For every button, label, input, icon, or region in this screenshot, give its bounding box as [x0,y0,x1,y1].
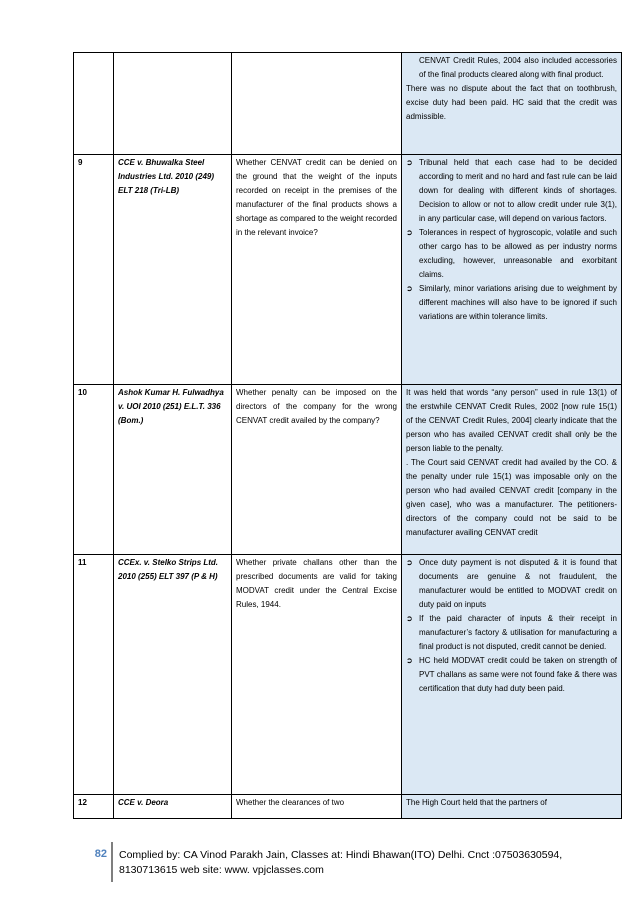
case-name [114,53,232,155]
holding-bullet [406,612,617,654]
table-row [74,795,622,819]
holding-bullet [406,282,617,324]
arrow-bullet-icon: ➲ [406,558,413,567]
holding-paragraph: There was no dispute about the fact that on toothbrush, excise duty had been paid. HC said that the credit was admissible. [406,84,617,121]
case-name: Ashok Kumar H. Fulwadhya v. UOI 2010 (251) E.L.T. 336 (Bom.) [114,385,232,555]
row-number: 11 [74,555,114,795]
row-number: 10 [74,385,114,555]
case-holding [402,555,622,795]
holding-bullet [406,156,617,226]
case-table-body [74,53,622,819]
case-question: Whether private challans other than the prescribed documents are valid for taking MODVAT credit under the Central Excise Rules, 1944. [232,555,402,795]
holding-bullet [406,654,617,696]
case-question: Whether penalty can be imposed on the directors of the company for the wrong CENVAT credit availed by the company? [232,385,402,555]
table-row [74,53,622,155]
footer-line-2: 8130713615 web site: www. vpjclasses.com [119,864,324,876]
case-question: Whether the clearances of two [232,795,402,819]
holding-bullet-text: Once duty payment is not disputed & it is found that documents are genuine & not fraudulent, the manufacturer would be entitled to MODVAT credit on duty paid on inputs [419,558,617,609]
case-holding [402,385,622,555]
holding-bullet-text: Tolerances in respect of hygroscopic, volatile and such other cargo has to be allowed as per industry norms excluding, however, unreasonable and exorbitant claims. [419,228,617,279]
holding-bullet-text: If the paid character of inputs & their receipt in manufacturer’s factory & utilisation for manufacturing a final product is not disputed, credit cannot be denied. [419,614,617,651]
holding-indented-text: CENVAT Credit Rules, 2004 also included accessories of the final products cleared along with final product. [419,56,617,79]
holding-bullet-text: HC held MODVAT credit could be taken on strength of PVT challans as same were not found fake & there was certification that duty had duty been paid. [419,656,617,693]
arrow-bullet-icon: ➲ [406,158,413,167]
case-holding [402,155,622,385]
table-row [74,555,622,795]
holding-paragraph: The High Court held that the partners of [406,798,547,807]
case-question [232,53,402,155]
holding-paragraph: . The Court said CENVAT credit had availed by the CO. & the penalty under rule 15(1) was imposable only on the person who had availed CENVAT credit [company in the given case], who was a manufacturer. The petitioners-directors of the company could not be said to be manufacturer availing CENVAT credit [406,458,617,537]
footer-credits [119,848,562,878]
arrow-bullet-icon: ➲ [406,228,413,237]
case-name: CCE v. Deora [114,795,232,819]
page-number: 82 [94,848,107,860]
arrow-bullet-icon: ➲ [406,656,413,665]
case-law-table [73,52,622,819]
table-row [74,385,622,555]
row-number: 9 [74,155,114,385]
arrow-bullet-icon: ➲ [406,614,413,623]
footer-divider [111,842,113,882]
row-number: 12 [74,795,114,819]
case-question: Whether CENVAT credit can be denied on the ground that the weight of the inputs recorded on receipt in the premises of the manufacturer of the final products shows a shortage as compared to the weight recorded in the relevant invoice? [232,155,402,385]
holding-bullet-text: Tribunal held that each case had to be decided according to merit and no hard and fast rule can be laid down for dealing with different kinds of shortages. Decision to allow or not to allow credit under rule 3(1), in any particular case, will depend on various factors. [419,158,617,223]
holding-paragraph: It was held that words “any person” used in rule 13(1) of the erstwhile CENVAT Credit Rules, 2002 [now rule 15(1) of the CENVAT Credit Rules, 2004] clearly indicate that the person who has availed CENVAT credit shall only be the person liable to the penalty. [406,388,617,453]
case-name: CCEx. v. Stelko Strips Ltd. 2010 (255) ELT 397 (P & H) [114,555,232,795]
holding-bullet [406,556,617,612]
case-holding [402,795,622,819]
arrow-bullet-icon: ➲ [406,284,413,293]
row-number [74,53,114,155]
holding-bullet-text: Similarly, minor variations arising due to weighment by different machines will also have to be ignored if such variations are within tolerance limits. [419,284,617,321]
case-holding [402,53,622,155]
footer-line-1: Complied by: CA Vinod Parakh Jain, Classes at: Hindi Bhawan(ITO) Delhi. Cnct :07503630594, [119,849,563,861]
case-name: CCE v. Bhuwalka Steel Industries Ltd. 2010 (249) ELT 218 (Tri-LB) [114,155,232,385]
holding-bullet [406,226,617,282]
page-footer [73,842,621,882]
table-row [74,155,622,385]
